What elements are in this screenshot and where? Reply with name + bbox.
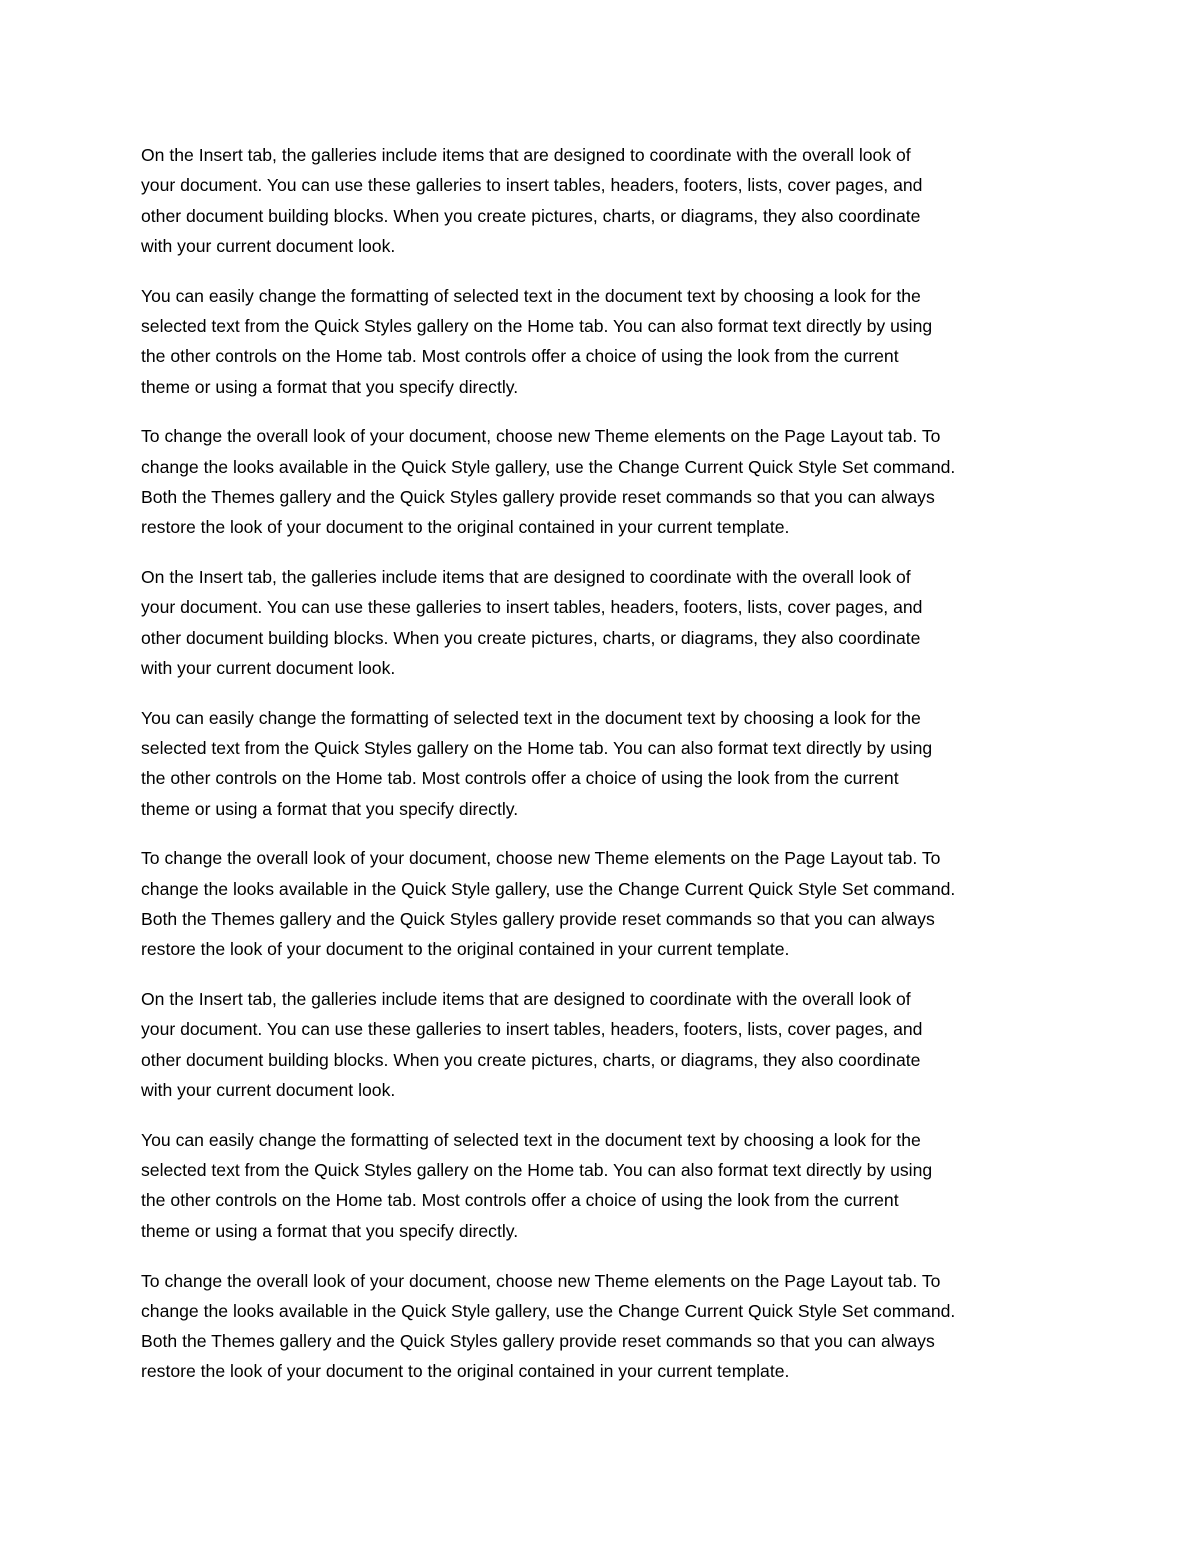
paragraph-line: the other controls on the Home tab. Most controls offer a choice of using the look from the current <box>141 346 899 367</box>
paragraph-line: restore the look of your document to the original contained in your current template. <box>141 517 790 538</box>
paragraph-line: Both the Themes gallery and the Quick Styles gallery provide reset commands so that you can always <box>141 909 935 930</box>
paragraph-5 <box>141 703 1061 824</box>
paragraph-line: your document. You can use these galleries to insert tables, headers, footers, lists, cover pages, and <box>141 175 923 196</box>
paragraph-line: theme or using a format that you specify directly. <box>141 1220 519 1241</box>
paragraph-line: On the Insert tab, the galleries include items that are designed to coordinate with the overall look of <box>141 989 911 1010</box>
paragraph-line: On the Insert tab, the galleries include items that are designed to coordinate with the overall look of <box>141 145 911 165</box>
paragraph-line: change the looks available in the Quick Style gallery, use the Change Current Quick Style Set command. <box>141 1300 956 1321</box>
paragraph-line: You can easily change the formatting of selected text in the document text by choosing a look for the <box>141 1129 921 1150</box>
paragraph-line: Both the Themes gallery and the Quick Styles gallery provide reset commands so that you can always <box>141 1331 935 1352</box>
paragraph-line: selected text from the Quick Styles gallery on the Home tab. You can also format text directly by using <box>141 1160 933 1181</box>
paragraph-line: selected text from the Quick Styles gallery on the Home tab. You can also format text directly by using <box>141 315 933 336</box>
paragraph-6 <box>141 843 1061 964</box>
paragraph-line: To change the overall look of your document, choose new Theme elements on the Page Layout tab. To <box>141 1270 941 1291</box>
paragraph-4 <box>141 562 1061 683</box>
document-body <box>141 140 1061 1406</box>
paragraph-7 <box>141 984 1061 1105</box>
paragraph-line: with your current document look. <box>141 235 396 256</box>
paragraph-line: the other controls on the Home tab. Most controls offer a choice of using the look from the current <box>141 768 899 789</box>
paragraph-line: Both the Themes gallery and the Quick Styles gallery provide reset commands so that you can always <box>141 486 935 507</box>
paragraph-line: selected text from the Quick Styles gallery on the Home tab. You can also format text directly by using <box>141 738 933 759</box>
paragraph-line: other document building blocks. When you create pictures, charts, or diagrams, they also coordinate <box>141 1049 921 1070</box>
paragraph-8 <box>141 1125 1061 1246</box>
paragraph-line: You can easily change the formatting of selected text in the document text by choosing a look for the <box>141 285 921 306</box>
paragraph-line: To change the overall look of your document, choose new Theme elements on the Page Layout tab. To <box>141 848 941 869</box>
paragraph-line: your document. You can use these galleries to insert tables, headers, footers, lists, cover pages, and <box>141 1019 923 1040</box>
paragraph-line: On the Insert tab, the galleries include items that are designed to coordinate with the overall look of <box>141 567 911 588</box>
paragraph-line: To change the overall look of your document, choose new Theme elements on the Page Layout tab. To <box>141 426 941 447</box>
paragraph-line: the other controls on the Home tab. Most controls offer a choice of using the look from the current <box>141 1190 899 1211</box>
paragraph-line: theme or using a format that you specify directly. <box>141 798 519 819</box>
paragraph-line: other document building blocks. When you create pictures, charts, or diagrams, they also coordinate <box>141 627 921 648</box>
paragraph-9 <box>141 1266 1061 1387</box>
paragraph-line: restore the look of your document to the original contained in your current template. <box>141 1361 790 1382</box>
paragraph-line: You can easily change the formatting of selected text in the document text by choosing a look for the <box>141 707 921 728</box>
paragraph-line: with your current document look. <box>141 1080 396 1101</box>
paragraph-line: change the looks available in the Quick Style gallery, use the Change Current Quick Style Set command. <box>141 878 956 899</box>
paragraph-2 <box>141 281 1061 402</box>
paragraph-line: your document. You can use these galleries to insert tables, headers, footers, lists, cover pages, and <box>141 597 923 618</box>
paragraph-line: restore the look of your document to the original contained in your current template. <box>141 939 790 960</box>
paragraph-3 <box>141 421 1061 542</box>
paragraph-line: change the looks available in the Quick Style gallery, use the Change Current Quick Style Set command. <box>141 456 956 477</box>
paragraph-line: with your current document look. <box>141 657 396 678</box>
paragraph-1 <box>141 140 1061 261</box>
paragraph-line: other document building blocks. When you create pictures, charts, or diagrams, they also coordinate <box>141 205 921 226</box>
paragraph-line: theme or using a format that you specify directly. <box>141 376 519 397</box>
